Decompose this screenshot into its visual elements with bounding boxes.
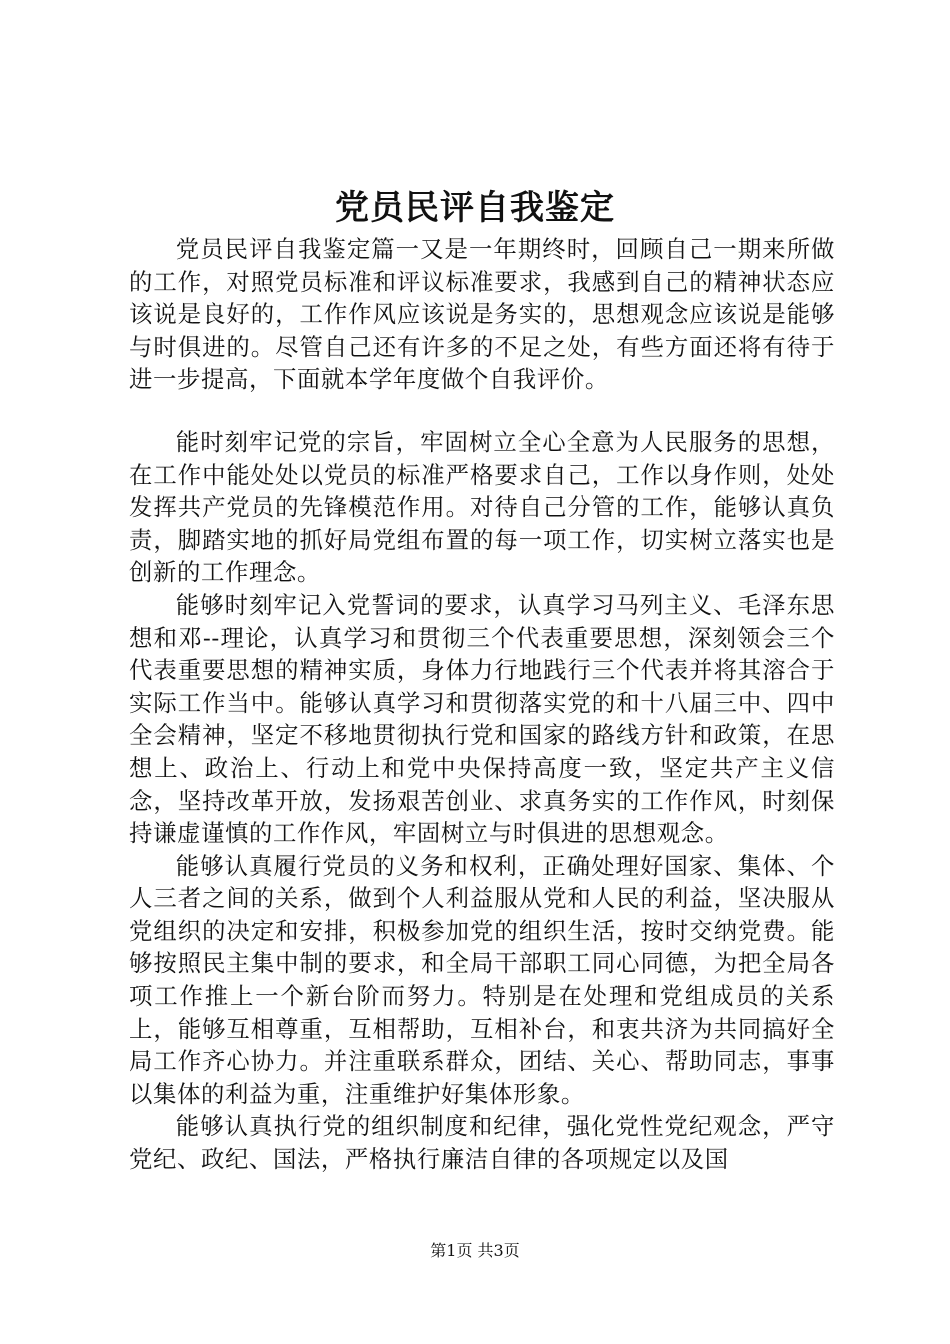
paragraph-study: 能够时刻牢记入党誓词的要求，认真学习马列主义、毛泽东思想和邓--理论，认真学习和贯彻三个代表重要思想，深刻领会三个代表重要思想的精神实质，身体力行地践行三个代表并将其溶合于实际工作当中。能够认真学习和贯彻落实党的和十八届三中、四中全会精神，坚定不移地贯彻执行党和国家的路线方针和政策，在思想上、政治上、行动上和党中央保持高度一致，坚定共产主义信念，坚持改革开放，发扬艰苦创业、求真务实的工作作风，时刻保持谦虚谨慎的工作作风，牢固树立与时俱进的思想观念。 — [129, 590, 835, 848]
document-title: 党员民评自我鉴定 — [335, 188, 615, 228]
paragraph-duties: 能够认真履行党员的义务和权利，正确处理好国家、集体、个人三者之间的关系，做到个人利益服从党和人民的利益，坚决服从党组织的决定和安排，积极参加党的组织生活，按时交纳党费。能够按照民主集中制的要求，和全局干部职工同心同德，为把全局各项工作推上一个新台阶而努力。特别是在处理和党组成员的关系上，能够互相尊重，互相帮助，互相补台，和衷共济为共同搞好全局工作齐心协力。并注重联系群众，团结、关心、帮助同志，事事以集体的利益为重，注重维护好集体形象。 — [129, 851, 835, 1108]
page-number-footer: 第1页 共3页 — [430, 1241, 520, 1260]
paragraph-purpose: 能时刻牢记党的宗旨，牢固树立全心全意为人民服务的思想，在工作中能处处以党员的标准严格要求自己，工作以身作则，处处发挥共产党员的先锋模范作用。对待自己分管的工作，能够认真负责，脚踏实地的抓好局党组布置的每一项工作，切实树立落实也是创新的工作理念。 — [129, 427, 835, 587]
document-body — [129, 233, 835, 1176]
paragraph-intro: 党员民评自我鉴定篇一又是一年期终时，回顾自己一期来所做的工作，对照党员标准和评议标准要求，我感到自己的精神状态应该说是良好的，工作作风应该说是务实的，思想观念应该说是能够与时俱进的。尽管自己还有许多的不足之处，有些方面还将有待于进一步提高，下面就本学年度做个自我评价。 — [129, 235, 835, 394]
paragraph-discipline: 能够认真执行党的组织制度和纪律，强化党性党纪观念，严守党纪、政纪、国法，严格执行廉洁自律的各项规定以及国 — [129, 1112, 835, 1174]
